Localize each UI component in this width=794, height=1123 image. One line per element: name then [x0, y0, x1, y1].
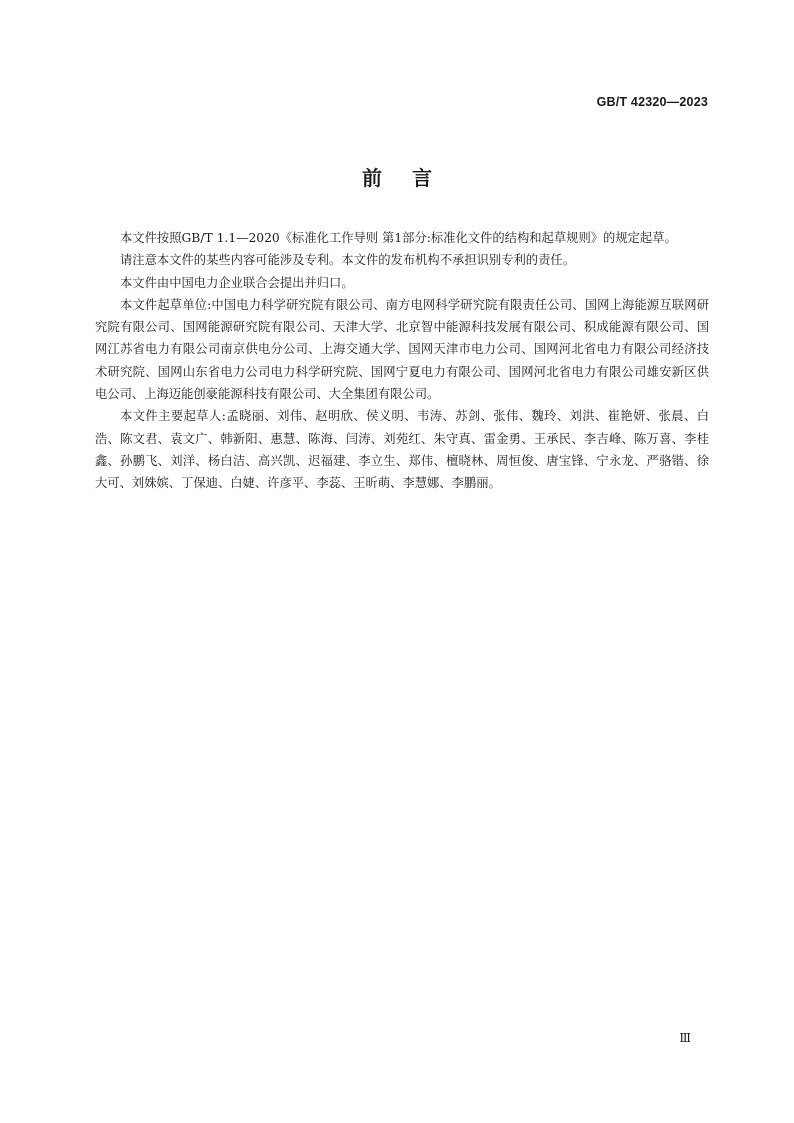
- page-title: 前言: [362, 166, 462, 190]
- paragraph-proposer: 本文件由中国电力企业联合会提出并归口。: [120, 275, 354, 290]
- standard-code: GB/T 42320—2023: [596, 95, 708, 109]
- paragraph-drafters: 本文件主要起草人:孟晓丽、刘伟、赵明欣、侯义明、韦涛、苏剑、张伟、魏玲、刘洪、崔艳妍、张晨、白浩、陈文君、袁文广、韩新阳、惠慧、陈海、闫涛、刘苑红、朱守真、雷金勇、王承民、李吉峰、陈万喜、李桂鑫、孙鹏飞、刘洋、杨白洁、高兴凯、迟福建、李立生、郑伟、檀晓林、周恒俊、唐宝锋、宁永龙、严骆锴、徐大可、刘姝嫔、丁保迪、白婕、许彦平、李蕊、王昕萌、李慧娜、李鹏丽。: [95, 409, 709, 491]
- paragraph-drafting-rules: 本文件按照GB/T 1.1—2020《标准化工作导则 第1部分:标准化文件的结构和起草规则》的规定起草。: [120, 231, 677, 245]
- page-number: Ⅲ: [679, 1031, 691, 1045]
- preface-body: [95, 227, 709, 495]
- paragraph-patent-notice: 请注意本文件的某些内容可能涉及专利。本文件的发布机构不承担识别专利的责任。: [120, 253, 575, 268]
- paragraph-drafting-units: 本文件起草单位:中国电力科学研究院有限公司、南方电网科学研究院有限责任公司、国网上海能源互联网研究院有限公司、国网能源研究院有限公司、天津大学、北京智中能源科技发展有限公司、积成能源有限公司、国网江苏省电力有限公司南京供电分公司、上海交通大学、国网天津市电力公司、国网河北省电力有限公司经济技术研究院、国网山东省电力公司电力科学研究院、国网宁夏电力有限公司、国网河北省电力有限公司雄安新区供电公司、上海迈能创豪能源科技有限公司、大全集团有限公司。: [95, 297, 709, 402]
